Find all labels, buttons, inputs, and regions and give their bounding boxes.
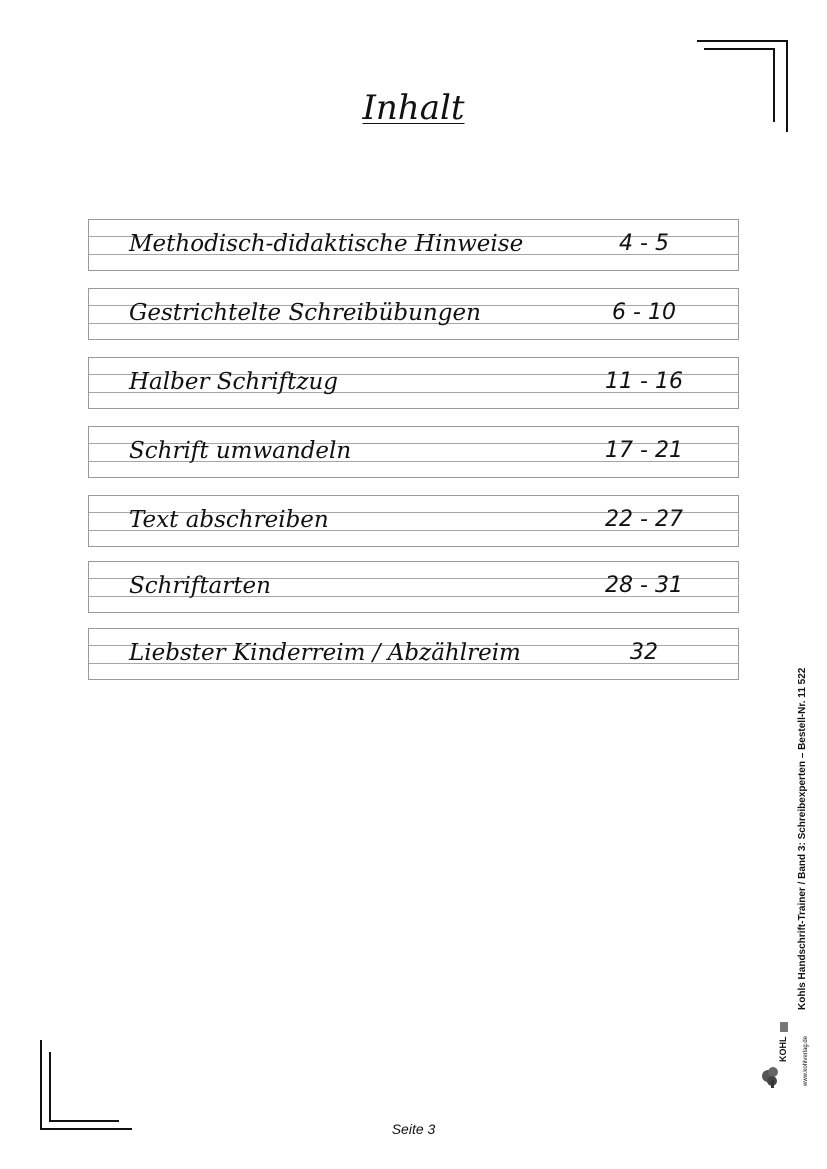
toc-row [88, 628, 739, 680]
side-caption: Kohls Handschrift-Trainer / Band 3: Schreibexperten – Bestell-Nr. 11 522 [797, 667, 808, 1010]
toc-row [88, 495, 739, 547]
toc-row [88, 288, 739, 340]
toc-entry-pages: 28 - 31 [605, 573, 683, 598]
toc-entry-title: Halber Schriftzug [129, 369, 338, 395]
toc-row [88, 561, 739, 613]
toc-entry-pages: 32 [630, 640, 658, 665]
toc-entry-title: Methodisch-didaktische Hinweise [129, 231, 524, 257]
publisher-url: www.kohlverlag.de [803, 1035, 809, 1086]
corner-frame-bottom-left-inner [49, 1052, 119, 1122]
toc-entry-title: Liebster Kinderreim / Abzählreim [129, 640, 521, 666]
toc-entry-pages: 22 - 27 [605, 507, 683, 532]
page-number: Seite 3 [391, 1121, 436, 1137]
toc-entry-title: Schriftarten [129, 573, 271, 599]
toc-row [88, 219, 739, 271]
toc-entry-pages: 11 - 16 [605, 369, 683, 394]
toc-entry-pages: 4 - 5 [619, 231, 669, 256]
toc-entry-title: Gestrichtelte Schreibübungen [129, 300, 481, 326]
page-title: Inhalt [362, 88, 465, 128]
toc-entry-title: Schrift umwandeln [129, 438, 352, 464]
toc-entry-pages: 6 - 10 [612, 300, 676, 325]
toc-row [88, 357, 739, 409]
toc-entry-pages: 17 - 21 [605, 438, 683, 463]
toc-row [88, 426, 739, 478]
publisher-brand: KOHL [778, 1036, 788, 1062]
toc-entry-title: Text abschreiben [129, 507, 329, 533]
